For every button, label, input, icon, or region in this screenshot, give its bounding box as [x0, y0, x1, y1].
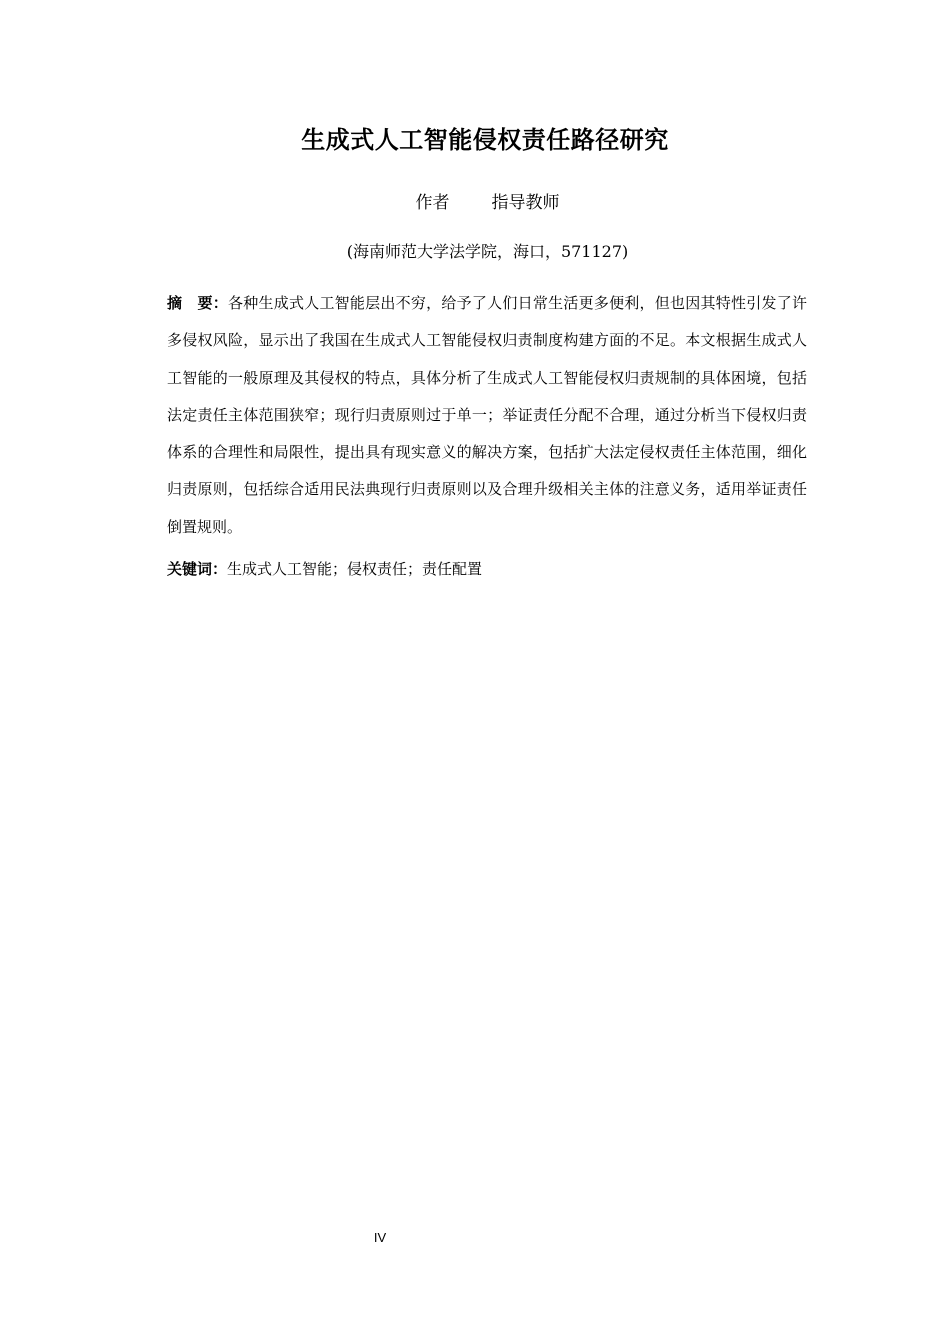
- affiliation: (海南师范大学法学院，海口，571127): [346, 242, 629, 261]
- advisor-label: 指导教师: [491, 193, 560, 213]
- author-label: 作者: [415, 193, 450, 213]
- page-number: IV: [373, 1230, 387, 1245]
- abstract-paragraph: [167, 285, 807, 546]
- keywords-text: 生成式人工智能；侵权责任；责任配置: [227, 560, 483, 578]
- page-title: 生成式人工智能侵权责任路径研究: [301, 126, 669, 154]
- abstract-label: 摘 要：: [167, 294, 228, 312]
- abstract-text: 各种生成式人工智能层出不穷，给予了人们日常生活更多便利，但也因其特性引发了许多侵权风险，显示出了我国在生成式人工智能侵权归责制度构建方面的不足。本文根据生成式人工智能的一般原理及其侵权的特点，具体分析了生成式人工智能侵权归责规制的具体困境，包括法定责任主体范围狭窄；现行归责原则过于单一；举证责任分配不合理，通过分析当下侵权归责体系的合理性和局限性，提出具有现实意义的解决方案，包括扩大法定侵权责任主体范围，细化归责原则，包括综合适用民法典现行归责原则以及合理升级相关主体的注意义务，适用举证责任倒置规则。: [167, 294, 807, 536]
- keywords-line: [167, 555, 807, 583]
- byline: [0, 190, 950, 216]
- keywords-label: 关键词：: [167, 560, 228, 578]
